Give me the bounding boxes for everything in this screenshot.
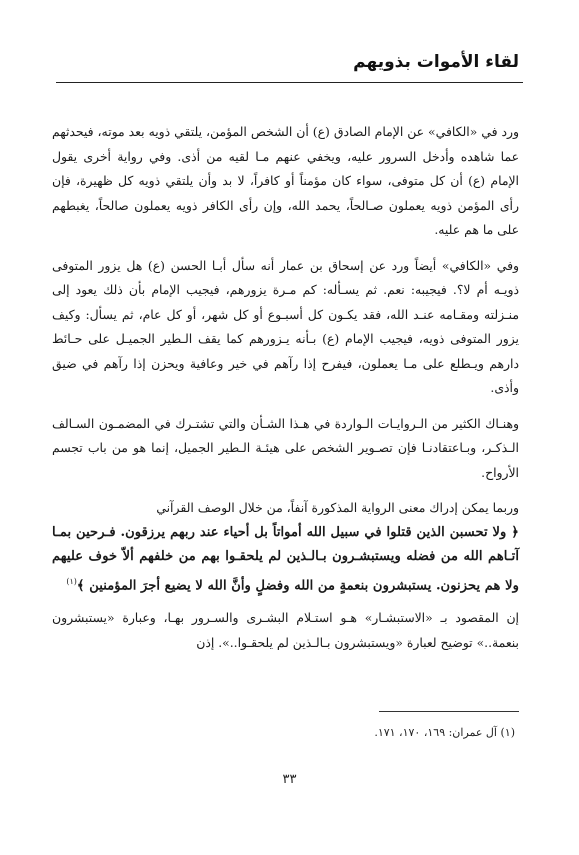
- paragraph-4: وربما يمكن إدراك معنى الرواية المذكورة آنفاً، من خلال الوصف القرآني: [156, 500, 519, 515]
- page-number: ٣٣: [282, 772, 297, 787]
- quran-verse: ﴿ ولا تحسبن الذين قتلوا في سبيل الله أمواتاً بل أحياء عند ربهم يرزقون. فـرحين بمـا آتـاهم الله من فضله ويستبشـرون بـالـذين لم يلحقـوا بهم من خلفهم ألاّ خوف عليهم ولا هم يحزنون. يستبشرون بنعمةٍ من الله وفضلٍ وأنَّ الله لا يضيع أجرَ المؤمنين ﴾: [52, 524, 519, 593]
- body-text: [52, 120, 519, 666]
- footnote-marker: (١): [66, 576, 77, 586]
- running-head: لقاء الأموات بذويهم: [353, 52, 519, 72]
- footnote-rule: [379, 711, 519, 712]
- header-rule: [56, 82, 523, 83]
- closing-paragraph: إن المقصود بـ «الاستبشـار» هـو استـلام البشـرى والسـرور بهـا، وعبارة «يستبشرون بنعمة..» توضيح لعبارة «ويستبشرون بـالـذين لم يلحقـوا..». إذن: [52, 610, 519, 650]
- paragraph-3: وهنـاك الكثير من الـروايـات الـواردة في هـذا الشـأن والتي تشتـرك في المضمـون السـالف الـذكـر، وبـاعتقادنـا فإن تصـوير الشخص على هيئـة الـطير الجميل، إنما هو من باب تجسم الأرواح.: [52, 415, 519, 480]
- paragraph-2: وفي «الكافي» أيضاً ورد عن إسحاق بن عمار أنه سأل أبـا الحسن (ع) هل يزور المتوفى ذويـه أم لا؟. فيجيبه: نعم. ثم يسـأله: كم مـرة يزورهم، فيجيب الإمام بأن ذلك يعود إلى منـزلته ومقـامه عنـد الله، فقد يكـون كل أسبـوع أو كل شهر، أو كل عام، ثم يسأل: وكيف يزور المتوفى ذويه، فيجيب الإمام (ع) بـأنه يـزورهم كما يقف الـطير الجميـل على حـائط دارهم ويـطلع على مـا يعملون، فيفرح إذا رآهم في خير وعافية ويحزن إذا رآهم في ضيق وأذى.: [52, 257, 519, 395]
- paragraph-1: ورد في «الكافي» عن الإمام الصادق (ع) أن الشخص المؤمن، يلتقي ذويه بعد موته، فيحدثهم عما شاهده وأدخل السرور عليه، ويخفي عنهم مـا لقيه من أذى. وفي رواية أخرى يقول الإمام (ع) أن كل متوفى، سواء كان مؤمناً أو كافراً، لا بد وأن يلتقي ذويه كل ظهيرة، فإن رأى المؤمن ذويه يعملون صـالحاً، يحمد الله، وإن رأى الكافر ذويه يعملون صالحاً، يغبطهم على ما هم عليه.: [52, 124, 519, 237]
- quran-verse-block: [52, 521, 519, 599]
- footnote: (١) آل عمران: ١٦٩، ١٧٠، ١٧١.: [374, 726, 515, 739]
